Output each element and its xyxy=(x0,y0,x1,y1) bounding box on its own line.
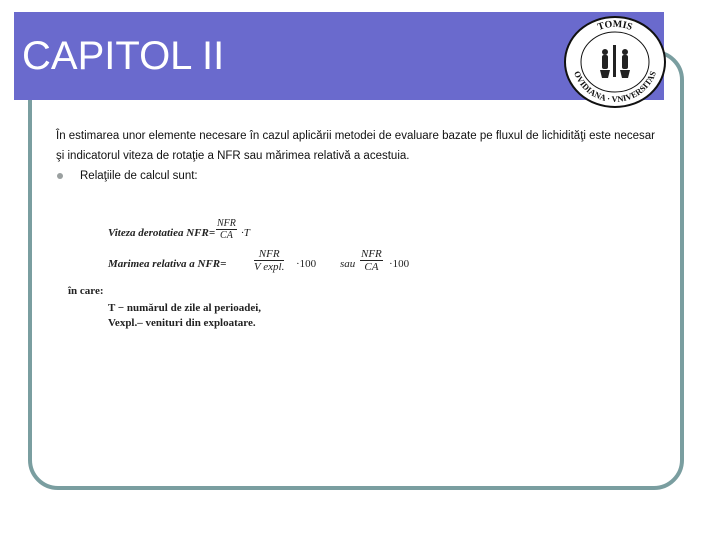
slide-body xyxy=(56,126,656,186)
formula2-multiplier: ·100 xyxy=(296,258,317,270)
bullet-item xyxy=(56,166,656,186)
formula2-denominator: V expl. xyxy=(254,261,285,273)
formula2-sau: sau xyxy=(340,258,356,270)
formula1-tail: ·T xyxy=(241,227,250,239)
definition-vexpl: Vexpl.– venituri din exploatare. xyxy=(108,317,256,329)
formula2-multiplier-alt: ·100 xyxy=(389,258,410,270)
seal-text-bottom: OVIDIANA · VNIVERSITAS xyxy=(571,69,658,105)
formula1-numerator: NFR xyxy=(217,218,236,229)
formula2-fraction-alt xyxy=(360,248,383,273)
formula1-denominator: CA xyxy=(220,230,233,241)
seal-text-top: TOMIS xyxy=(596,18,634,33)
bullet-text: Relaţiile de calcul sunt: xyxy=(80,170,198,182)
formula2-numerator-alt: NFR xyxy=(361,248,382,260)
bullet-dot-icon xyxy=(57,173,63,179)
formula2-fraction xyxy=(254,248,284,273)
university-seal-icon xyxy=(560,10,670,110)
definition-t: T − numărul de zile al perioadei, xyxy=(108,302,262,314)
formula2-denominator-alt: CA xyxy=(364,261,379,273)
formula1-label: Viteza derotatiea NFR= xyxy=(108,227,216,239)
slide-title: CAPITOL II xyxy=(22,34,225,78)
intro-paragraph: În estimarea unor elemente necesare în cazul aplicării metodei de evaluare bazate pe fluxul de lichidităţi este necesar şi indicatorul viteza de rotaţie a NFR sau mărimea relativă a acestuia. xyxy=(56,130,655,162)
formula-image xyxy=(64,210,464,340)
definitions-heading: în care: xyxy=(68,285,104,297)
formula1-fraction xyxy=(216,218,237,241)
formula2-label: Marimea relativa a NFR= xyxy=(108,258,227,270)
formula2-numerator: NFR xyxy=(254,248,284,261)
